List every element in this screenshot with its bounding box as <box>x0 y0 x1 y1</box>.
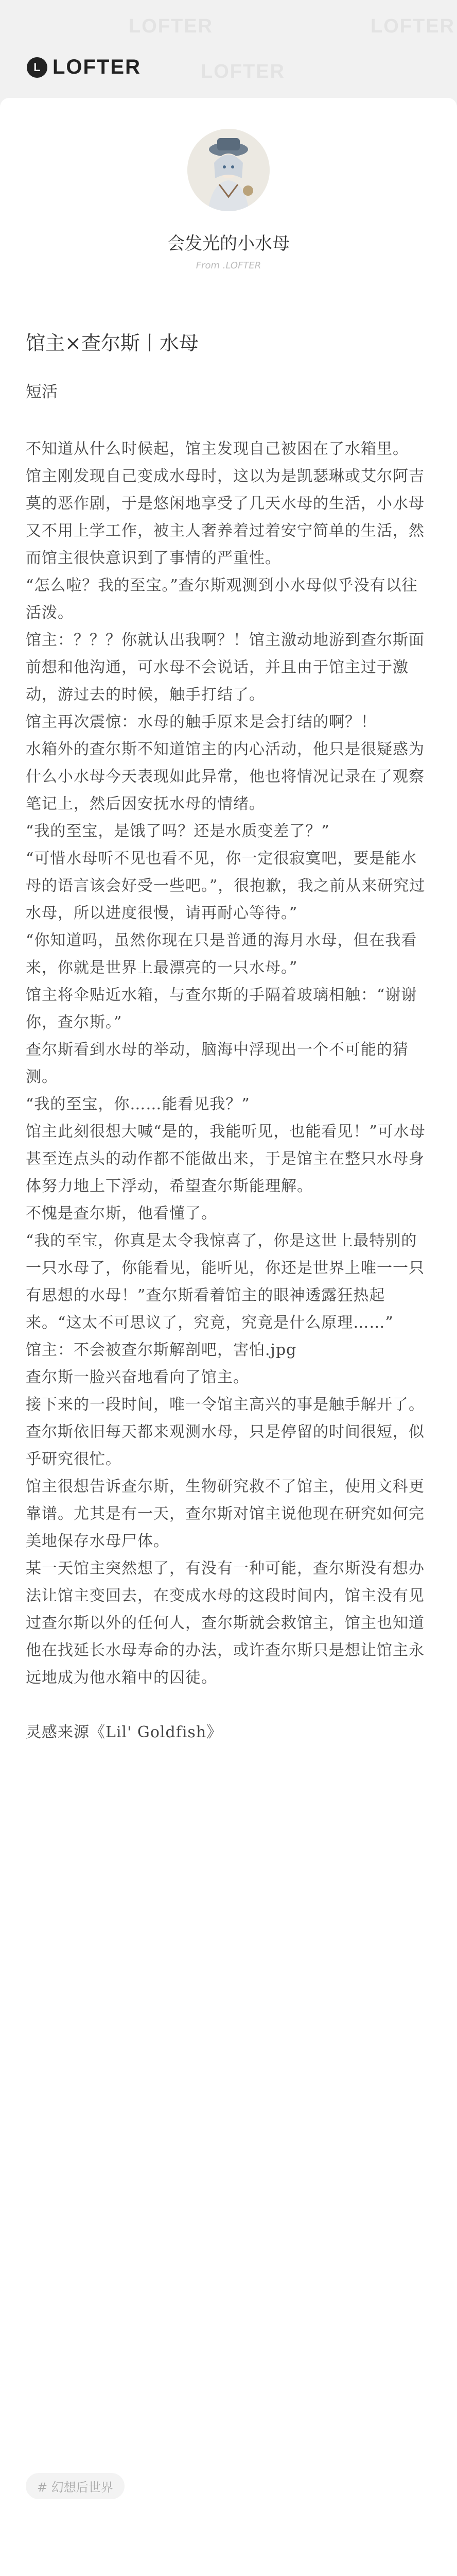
paragraph: 接下来的一段时间，唯一令馆主高兴的事是触手解开了。查尔斯依旧每天都来观测水母，只是停留的时间很短，似乎研究很忙。 <box>26 1396 425 1468</box>
blog-source: From .LOFTER <box>196 260 261 271</box>
post-card <box>0 98 457 2576</box>
paragraph: 馆主刚发现自己变成水母时，这以为是凯瑟琳或艾尔阿吉莫的恶作剧，于是悠闲地享受了几天水母的生活，小水母又不用上学工作，被主人奢养着过着安宁简单的生活，然而馆主很快意识到了事情的严重性。 <box>26 467 425 567</box>
paragraph: 不愧是查尔斯，他看懂了。 <box>26 1205 217 1223</box>
paragraph: 馆主：不会被查尔斯解剖吧，害怕.jpg <box>26 1341 297 1359</box>
watermark-text: LOFTER <box>371 15 455 37</box>
paragraph: “我的至宝，你……能看见我？” <box>26 1095 250 1113</box>
paragraph: 某一天馆主突然想了，有没有一种可能，查尔斯没有想办法让馆主变回去，在变成水母的这段时间内，馆主没有见过查尔斯以外的任何人，查尔斯就会救馆主，馆主也知道他在找延长水母寿命的办法，或许查尔斯只是想让馆主永远地成为他水箱中的囚徒。 <box>26 1560 425 1687</box>
post-subtitle: 短活 <box>26 383 58 401</box>
paragraph: 查尔斯一脸兴奋地看向了馆主。 <box>26 1368 249 1386</box>
lofter-logo[interactable] <box>27 56 141 79</box>
paragraph: “你知道吗，虽然你现在只是普通的海月水母，但在我看来，你就是世界上最漂亮的一只水母。” <box>26 931 417 977</box>
lofter-logo-icon: L <box>27 57 47 78</box>
paragraph: 馆主再次震惊：水母的触手原来是会打结的啊？！ <box>26 713 377 731</box>
watermark-text: LOFTER <box>129 15 213 37</box>
avatar[interactable] <box>187 129 270 211</box>
paragraph: 不知道从什么时候起，馆主发现自己被困在了水箱里。 <box>26 440 409 458</box>
paragraph: 水箱外的查尔斯不知道馆主的内心活动，他只是很疑惑为什么小水母今天表现如此异常，他也将情况记录在了观察笔记上，然后因安抚水母的情绪。 <box>26 740 425 813</box>
inspiration-source: 灵感来源《Lil' Goldfish》 <box>26 1723 223 1741</box>
paragraph: “怎么啦？我的至宝。”查尔斯观测到小水母似乎没有以往活泼。 <box>26 577 418 622</box>
paragraph: 馆主很想告诉查尔斯，生物研究救不了馆主，使用文科更靠谱。尤其是有一天，查尔斯对馆主说他现在研究如何完美地保存水母尸体。 <box>26 1478 425 1550</box>
paragraph: 馆主将伞贴近水箱，与查尔斯的手隔着玻璃相触：“谢谢你，查尔斯。” <box>26 986 417 1031</box>
lofter-logo-text: LOFTER <box>52 56 141 78</box>
paragraph: “我的至宝，是饿了吗？还是水质变差了？” <box>26 822 330 840</box>
paragraph: 查尔斯看到水母的举动，脑海中浮现出一个不可能的猜测。 <box>26 1041 409 1086</box>
avatar-illustration <box>187 129 270 211</box>
paragraph: “我的至宝，你真是太令我惊喜了，你是这世上最特别的一只水母了，你能看见，能听见，你还是世界上唯一一只有思想的水母！”查尔斯看着馆主的眼神透露狂热起来。“这太不可思议了，究竟，究竟是什么原理……” <box>26 1232 425 1332</box>
tag-chip[interactable]: # 幻想后世界 <box>26 2473 125 2499</box>
post-title: 馆主×查尔斯丨水母 <box>26 332 199 354</box>
watermark-text: LOFTER <box>201 61 285 82</box>
post-body <box>26 435 432 1746</box>
paragraph: 馆主：？？？你就认出我啊？！馆主激动地游到查尔斯面前想和他沟通，可水母不会说话，并且由于馆主过于激动，游过去的时候，触手打结了。 <box>26 631 425 704</box>
blog-name[interactable]: 会发光的小水母 <box>167 233 290 254</box>
paragraph: 馆主此刻很想大喊“是的，我能听见，也能看见！”可水母甚至连点头的动作都不能做出来，于是馆主在整只水母身体努力地上下浮动，希望查尔斯能理解。 <box>26 1123 426 1195</box>
tag-list <box>26 2473 125 2499</box>
paragraph: “可惜水母听不见也看不见，你一定很寂寞吧，要是能水母的语言该会好受一些吧。”，很抱歉，我之前从来研究过水母，所以进度很慢，请再耐心等待。” <box>26 850 426 922</box>
